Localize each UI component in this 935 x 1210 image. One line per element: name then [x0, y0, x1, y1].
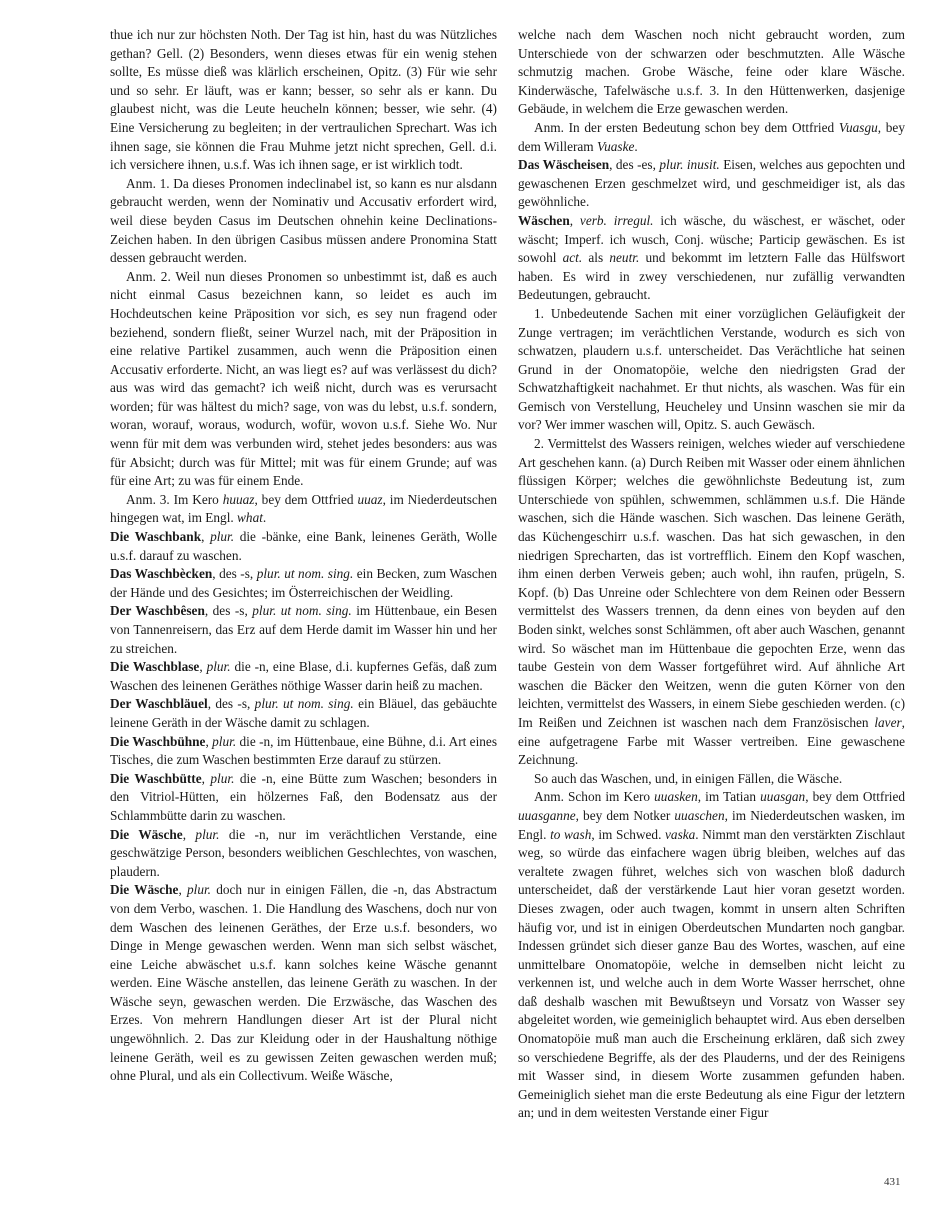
headword: Das Waschbècken	[110, 566, 213, 582]
text-run: 2. Vermittelst des Wassers reinigen, welches wieder auf verschiedene Art geschehen kann. (a) Durch Reiben mit Wasser oder einem ähnlichen flüssigen Körper; welches die gewöhnlichste Bedeutung ist, zum Unterschiede von spühlen, schwemmen, schlämmen u.s.f. Die Hände waschen, sich die Hände waschen. Sich waschen. Das leinene Geräth, das Küchengeschirr u.s.f. waschen. Das hat sich gewaschen, in den niedrigen Sprecharten, das ist vortrefflich. Einem den Kopf waschen, ihm einen derben Verweis geben; auch wohl, ihn raufen, prügeln, S. Kopf. (b) Das Unreine oder Schlechtere von dem Reinen oder Bessern vermittelst des Wassers trennen, da denn eines von beyden auf den Boden sinkt, welches sonst Schlämmen, oft aber auch Waschen, genannt wird. So wäschet man im Hüttenbaue die gepochten Erze, wenn das taube Gestein von dem Wasser fortgeführet wird. Auf ähnliche Art waschen die Bäcker den Weitzen, wenn die guten Körner von den leichten, vermittelst des Wassers, in einem Siebe geschieden werden. (c) Im Reißen und Zeichnen ist waschen nach dem Französischen	[518, 436, 905, 730]
text-run: die -n, eine Bütte zum Waschen; besonders in den Vitriol-Hütten, ein hölzernes Faß, den Bodensatz aus der Schlammbütte darin zu waschen.	[110, 770, 497, 823]
note-paragraph	[110, 175, 497, 268]
entry-paragraph	[110, 26, 497, 175]
note-paragraph	[518, 435, 905, 770]
italic-term: plur.	[206, 659, 231, 675]
right-column	[518, 26, 905, 1123]
text-run: Anm. 1. Da dieses Pronomen indeclinabel ist, so kann es nur alsdann gebraucht werden, wenn der Nominativ und Accusativ erfordert wird, weil diese beyden Casus im Deutschen ohnehin keine Declinations-Zeichen haben. In den übrigen Casibus müssen andere Pronomina Statt dessen gebraucht werden.	[110, 175, 497, 266]
text-run: .	[634, 138, 638, 154]
italic-term: what	[237, 510, 263, 526]
text-run: Eisen, welches aus gepochten und gewaschenen Erzen geschmelzet wird, und geschmeidiger ist, als das gewöhnliche.	[518, 157, 906, 210]
text-run: und bekommt im letztern Falle das Hülfswort haben. Es wird in zwey verschiedenen, nur zufällig verwandten Bedeutungen, gebraucht.	[518, 250, 905, 303]
note-paragraph	[518, 788, 905, 1123]
entry-paragraph	[110, 826, 497, 882]
text-run: welche nach dem Waschen noch nicht gebraucht worden, zum Unterschiede von der schwarzen oder beschmutzten. Alle Wäsche schmutzig machen. Grobe Wäsche, feine oder klare Wäsche. Kinderwäsche, Tafelwäsche u.s.f. 3. In den Hüttenwerken, dasjenige Gebäude, in welchem die Erze gewaschen werden.	[518, 27, 905, 117]
entry-paragraph	[518, 156, 905, 212]
text-run: ein Bläuel, das gebäuchte leinene Geräth in der Wäsche damit zu schlagen.	[110, 696, 498, 730]
text-run: ,	[199, 659, 207, 675]
text-run: , bey dem Willeram	[518, 119, 905, 154]
text-run: 1. Unbedeutende Sachen mit einer vorzüglichen Geläufigkeit der Zunge vertragen; im verächtlichen Verstande, wodurch es sich von schwatzen, plaudern u.s.f. unterscheidet. Das Verächtliche hat seinen Grund in der Onomatopöie, welche den niedrigsten Grad der Schwatzhaftigkeit nachahmet. Er thut nichts, als waschen. Was für ein Gemisch von Verstellung, Heucheley und Unsinn waschen sie mir da vor? Wer immer waschen will, Opitz. S. auch Gewäsch.	[518, 305, 905, 433]
text-run: Anm. 3. Im Kero	[126, 491, 223, 507]
text-run: , eine aufgetragene Farbe mit Wasser vertreiben. Eine gewaschene Zeichnung.	[518, 714, 905, 768]
headword: Die Waschbühne	[110, 733, 206, 749]
text-run: doch nur in einigen Fällen, die -n, das Abstractum von dem Verbo, waschen. 1. Die Handlung des Waschens, doch nur von dem Waschen des leinenen Geräthes, der Erze u.s.f. besonders, wo Dinge in Menge gewaschen werden. Wenn man sich selbst wäschet, eine Leiche abwäschet u.s.f. kann solches keine Wäsche genannt werden. Eine Wäsche anstellen, das leinene Geräth zu waschen. In der Wäsche seyn, gewaschen werden. Die Erzwäsche, das Waschen des Erzes. Von mehrern Handlungen dieser Art ist der Plural nicht ungewöhnlich. 2. Das zur Kleidung oder in der Haushaltung nöthige leinene Geräth, weil es zu gewissen Zeiten gewaschen werden muß; ohne Plural, und als ein Collectivum. Weiße Wäsche,	[110, 882, 497, 1084]
text-run: ,	[182, 826, 196, 842]
text-run: die -n, im Hüttenbaue, eine Bühne, d.i. Art eines Tisches, die zum Waschen bestimmten Erze darauf zu stürzen.	[110, 733, 497, 768]
italic-term: plur. ut nom. sing.	[254, 696, 354, 712]
italic-term: neutr.	[609, 250, 640, 266]
headword: Die Waschbank	[110, 529, 202, 545]
text-run: , bey dem Ottfried	[254, 491, 358, 507]
entry-paragraph	[110, 881, 497, 1086]
headword: Der Waschbêsen	[110, 603, 205, 619]
text-run: , im Niederdeutschen wasken, im Engl.	[518, 807, 905, 842]
note-paragraph	[518, 305, 905, 435]
italic-term: plur.	[210, 529, 235, 545]
text-run: ein Becken, zum Waschen der Hände und des Gesichtes; im Österreichischen der Weidling.	[110, 566, 498, 600]
text-run: die -n, eine Blase, d.i. kupfernes Gefäs, daß zum Waschen des leinenen Geräthes nöthige Wasser darin heiß zu machen.	[110, 659, 498, 693]
italic-term: Vuasgu	[838, 119, 878, 135]
entry-paragraph	[518, 212, 905, 305]
italic-term: plur. ut nom. sing.	[252, 603, 352, 619]
page-number: 431	[884, 1176, 901, 1188]
note-paragraph	[110, 268, 497, 491]
italic-term: uuasken	[654, 789, 698, 805]
headword: Der Waschbläuel	[110, 696, 208, 712]
text-run: ,	[201, 770, 211, 786]
text-run: , des -s,	[204, 603, 253, 619]
note-paragraph	[518, 119, 905, 156]
text-run: thue ich nur zur höchsten Noth. Der Tag ist hin, hast du was Nützliches gethan? Gell. (2) Besonders, wenn dieses etwas für ein wenig stehen sollte, Es müsse dieß was klärlich erscheinen, Opitz. (3) Für wie sehr und so sehr. Er läuft, was er kann; besser, so sehr als er kann. Du glaubest nicht, was die Leute heucheln können; besser, wie sehr. (4) Eine Versicherung zu begleiten; in der vertraulichen Sprechart. Was ich ihnen sage, sie können die Frau Muhme jetzt nicht sprechen, Gell. d.i. ich versichere ihnen, u.s.f. Was ich ihnen sage, er ist wirklich todt.	[110, 27, 497, 173]
italic-term: verb. irregul.	[579, 212, 654, 228]
note-paragraph	[518, 770, 905, 789]
italic-term: plur. inusit.	[659, 157, 720, 173]
text-run: , des -es,	[609, 157, 660, 173]
text-run: , bey dem Ottfried	[805, 789, 905, 805]
headword: Wäschen	[518, 212, 570, 228]
entry-paragraph	[110, 565, 497, 602]
italic-term: huuaz	[222, 491, 255, 507]
note-paragraph	[110, 491, 497, 528]
entry-paragraph	[518, 26, 905, 119]
italic-term: uuaz	[357, 491, 383, 507]
text-run: ,	[569, 212, 580, 228]
text-run: Anm. 2. Weil nun dieses Pronomen so unbestimmt ist, daß es auch nicht einmal Casus bezeichnen kann, so leidet es auch im Hochdeutschen keine Präposition vor sich, es sey nun fragend oder beziehend, sondern fließt, seiner Wurzel nach, mit der Präposition in eine relative Partikel zusammen, auch wenn die Präposition einen Accusativ erforderte. Nicht, an was liegt es? auf was verlässest du dich? aus was wird das gemacht? ich weiß nicht, durch was es verursacht worden; für was hältest du mich? sage, von was du lebst, u.s.f. sondern, woran, worauf, woraus, wodurch, wofür, wovon u.s.f. Siehe Wo. Nur wenn für mit dem was verbunden wird, stehet jedes besonders: aus was für Absicht; durch was für Mittel; mit was für einem Grunde; auf was für eine Art; zu was für einem Ende.	[110, 268, 497, 489]
text-run: , im Tatian	[697, 789, 761, 805]
italic-term: vaska	[665, 826, 696, 842]
text-run: . Nimmt man den verstärkten Zischlaut weg, so würde das einfachere wagen übrig bleiben, welches auf das veraltete zwagen führet, welches sich von waschen bloß dadurch unterscheidet, daß der verstärkende Laut hier voran gesetzt worden. Dieses zwagen, oder auch twagen, kommt in unsern alten Schriften häufig vor, und ist in einigen Oberdeutschen Mundarten noch gangbar. Indessen gründet sich dieser ganze Bau des Wortes, waschen, auf eine unmittelbare Onomatopöie, welche in demselben nicht leicht zu verkennen ist, und welche auch in dem Worte Wasser herrschet, ohne daß deshalb waschen mit Bewußtseyn und Vorsatz von Wasser sey abgeleitet worden, wie gemeiniglich behauptet wird. Aus eben derselben Onomatopöie muß man auch die Erscheinung erklären, daß sich zwey so verschiedene Begriffe, als der des Plauderns, und der des Reinigens mit Wasser sind, in diesem Worte zusammen gefunden haben. Gemeiniglich siehet man die erste Bedeutung als eine Figur der letztern an; und in dem weitesten Verstande einer Figur	[518, 826, 906, 1121]
headword: Die Wäsche	[110, 826, 183, 842]
italic-term: uuaschen	[674, 807, 725, 823]
italic-term: uuasganne	[518, 807, 576, 823]
headword: Das Wäscheisen	[518, 157, 610, 173]
text-run: , im Schwed.	[591, 826, 666, 842]
text-run: Anm. In der ersten Bedeutung schon bey dem Ottfried	[534, 119, 839, 135]
italic-term: plur.	[195, 826, 220, 842]
italic-term: to wash	[550, 826, 592, 842]
entry-paragraph	[110, 695, 497, 732]
text-run: , des -s,	[212, 566, 257, 582]
italic-term: plur. ut nom. sing.	[256, 566, 354, 582]
entry-paragraph	[110, 602, 497, 658]
text-run: So auch das Waschen, und, in einigen Fällen, die Wäsche.	[534, 770, 843, 786]
text-run: die -bänke, eine Bank, leinenes Geräth, Wolle u.s.f. darauf zu waschen.	[110, 529, 497, 563]
text-run: , bey dem Notker	[575, 807, 675, 823]
italic-term: uuasgan	[760, 789, 806, 805]
entry-paragraph	[110, 733, 497, 770]
text-run: ,	[201, 529, 211, 545]
text-run: , des -s,	[207, 696, 255, 712]
entry-paragraph	[110, 528, 497, 565]
text-run: als	[582, 250, 610, 266]
headword: Die Waschblase	[110, 659, 200, 675]
entry-paragraph	[110, 658, 497, 695]
text-run: Anm. Schon im Kero	[534, 789, 655, 805]
italic-term: plur.	[186, 882, 212, 898]
text-run: ,	[178, 882, 187, 898]
text-run: , im Niederdeutschen hingegen wat, im Engl.	[110, 491, 498, 526]
headword: Die Waschbütte	[110, 770, 202, 786]
text-run: die -n, nur im verächtlichen Verstande, eine geschwätzige Person, besonders weiblichen Geschlechtes, von waschen, plaudern.	[110, 826, 497, 879]
text-run: .	[262, 510, 267, 526]
italic-term: act.	[562, 250, 583, 266]
left-column	[110, 26, 497, 1086]
italic-term: Vuaske	[596, 138, 635, 154]
headword: Die Wäsche	[110, 882, 179, 898]
text-run: ich wäsche, du wäschest, er wäschet, oder wäscht; Imperf. ich wusch, Conj. wüsche; Particip gewäschen. Es ist sowohl	[518, 212, 906, 266]
text-run: im Hüttenbaue, ein Besen von Tannenreisern, das Erz auf dem Herde damit im Wasser hin und her zu streichen.	[110, 603, 498, 656]
text-run: ,	[205, 733, 213, 749]
entry-paragraph	[110, 770, 497, 826]
italic-term: plur.	[210, 770, 235, 786]
italic-term: laver	[874, 714, 902, 730]
italic-term: plur.	[212, 733, 237, 749]
